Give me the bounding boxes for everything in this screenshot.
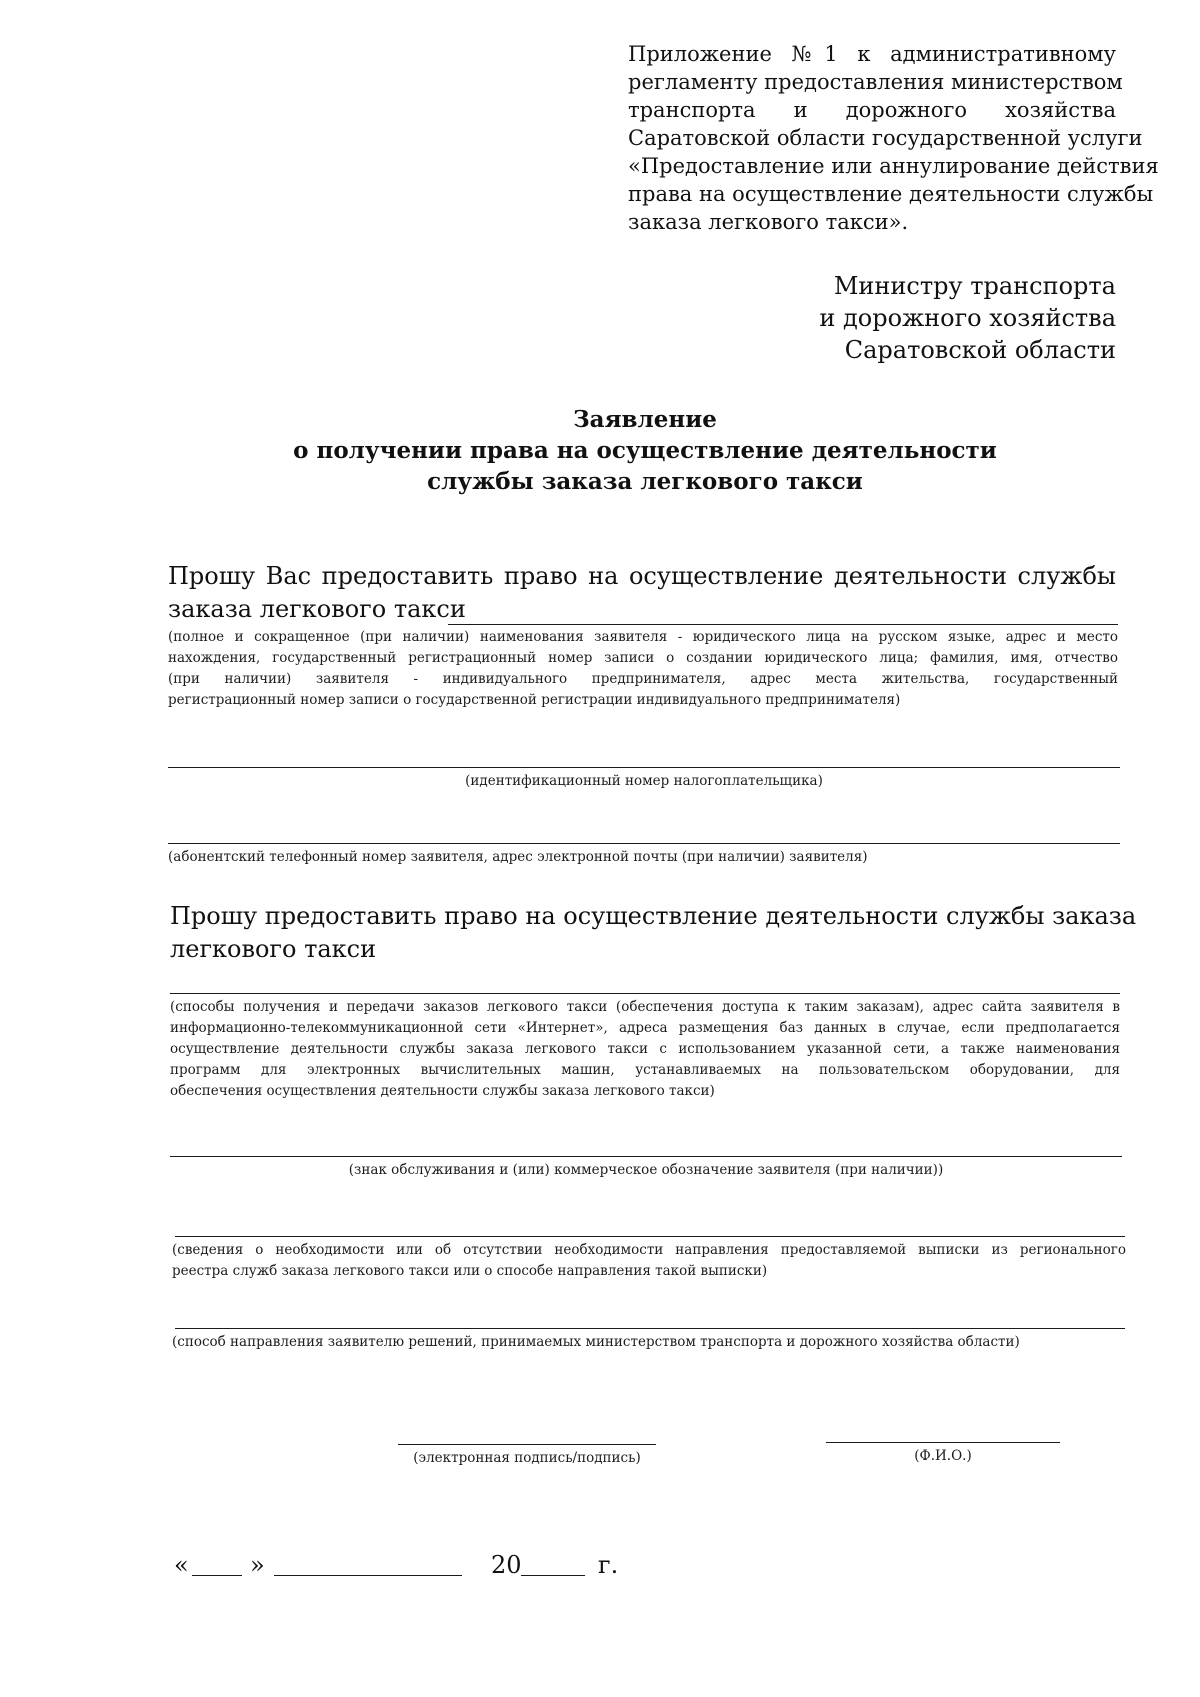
signature-label: (электронная подпись/подпись) (413, 1450, 641, 1466)
full-name-field-line[interactable] (826, 1442, 1060, 1443)
date-close-quote: » (250, 1551, 265, 1579)
document-title (150, 404, 1140, 497)
request-line: заказа легкового такси (168, 595, 466, 623)
year-field-line[interactable] (521, 1575, 585, 1576)
addressee-line: Министру транспорта (833, 272, 1116, 300)
appendix-line: транспорта и дорожного хозяйства (628, 98, 1116, 122)
caption-inn: (идентификационный номер налогоплательщика) (465, 773, 823, 789)
caption-extract (172, 1240, 1126, 1282)
caption-methods (170, 997, 1120, 1102)
addressee (700, 270, 1116, 366)
month-field-line[interactable] (274, 1575, 462, 1576)
caption-trademark: (знак обслуживания и (или) коммерческое обозначение заявителя (при наличии)) (348, 1162, 944, 1178)
inn-field-line[interactable] (168, 767, 1120, 768)
appendix-line: «Предоставление или аннулирование действия (628, 154, 1159, 178)
caption-line: нахождения, государственный регистрационный номер записи о создании юридического лица; фамилия, имя, отчество (168, 650, 1118, 666)
caption-decisions: (способ направления заявителю решений, принимаемых министерством транспорта и дорожного хозяйства области) (172, 1334, 1020, 1350)
contacts-field-line[interactable] (168, 843, 1120, 844)
caption-line: информационно-телекоммуникационной сети «Интернет», адреса размещения баз данных в случае, если предполагается (170, 1020, 1120, 1036)
day-field-line[interactable] (192, 1575, 242, 1576)
title-line: о получении права на осуществление деятельности (293, 437, 997, 464)
title-line: службы заказа легкового такси (427, 468, 863, 495)
caption-contacts: (абонентский телефонный номер заявителя, адрес электронной почты (при наличии) заявителя) (168, 849, 868, 865)
addressee-line: и дорожного хозяйства (819, 304, 1116, 332)
appendix-note (628, 40, 1159, 236)
appendix-line: Приложение №1 к административному (628, 42, 1116, 66)
date-century: 20 (491, 1551, 522, 1579)
addressee-line: Саратовской области (844, 336, 1116, 364)
decisions-field-line[interactable] (175, 1328, 1125, 1329)
signature-field-line[interactable] (398, 1444, 656, 1445)
full-name-label: (Ф.И.О.) (914, 1448, 972, 1464)
caption-line: реестра служб заказа легкового такси или о способе направления такой выписки) (172, 1263, 768, 1279)
title-line: Заявление (573, 406, 717, 433)
date-year-suffix: г. (598, 1551, 619, 1579)
request-line: Прошу Вас предоставить право на осуществление деятельности службы (168, 562, 1116, 590)
applicant-name-field-line[interactable] (448, 624, 1118, 625)
caption-line: осуществление деятельности службы заказа легкового такси с использованием указанной сети, а также наименования (170, 1041, 1120, 1057)
trademark-field-line[interactable] (170, 1156, 1122, 1157)
date-row (170, 1548, 670, 1588)
caption-line: (способы получения и передачи заказов легкового такси (обеспечения доступа к таким заказам), адрес сайта заявителя в (170, 999, 1120, 1015)
appendix-line: Саратовской области государственной услуги (628, 126, 1143, 150)
caption-line: (сведения о необходимости или об отсутствии необходимости направления предоставляемой выписки из регионального (172, 1242, 1126, 1258)
caption-line: программ для электронных вычислительных машин, устанавливаемых на пользовательском оборудовании, для (170, 1062, 1120, 1078)
caption-line: (полное и сокращенное (при наличии) наименования заявителя - юридического лица на русском языке, адрес и место (168, 629, 1118, 645)
caption-line: обеспечения осуществления деятельности службы заказа легкового такси) (170, 1083, 715, 1099)
request-paragraph-1 (168, 560, 1116, 626)
methods-field-line[interactable] (170, 993, 1120, 994)
caption-applicant (168, 627, 1118, 711)
request-line: легкового такси (170, 935, 377, 963)
appendix-line: права на осуществление деятельности службы (628, 182, 1154, 206)
caption-line: (при наличии) заявителя - индивидуального предпринимателя, адрес места жительства, государственный (168, 671, 1118, 687)
request-paragraph-2 (170, 900, 1137, 966)
appendix-line: заказа легкового такси». (628, 210, 909, 234)
appendix-line: регламенту предоставления министерством (628, 70, 1123, 94)
extract-field-line[interactable] (175, 1236, 1125, 1237)
caption-line: регистрационный номер записи о государственной регистрации индивидуального предпринимателя) (168, 692, 901, 708)
date-open-quote: « (174, 1551, 189, 1579)
request-line: Прошу предоставить право на осуществление деятельности службы заказа (170, 902, 1137, 930)
